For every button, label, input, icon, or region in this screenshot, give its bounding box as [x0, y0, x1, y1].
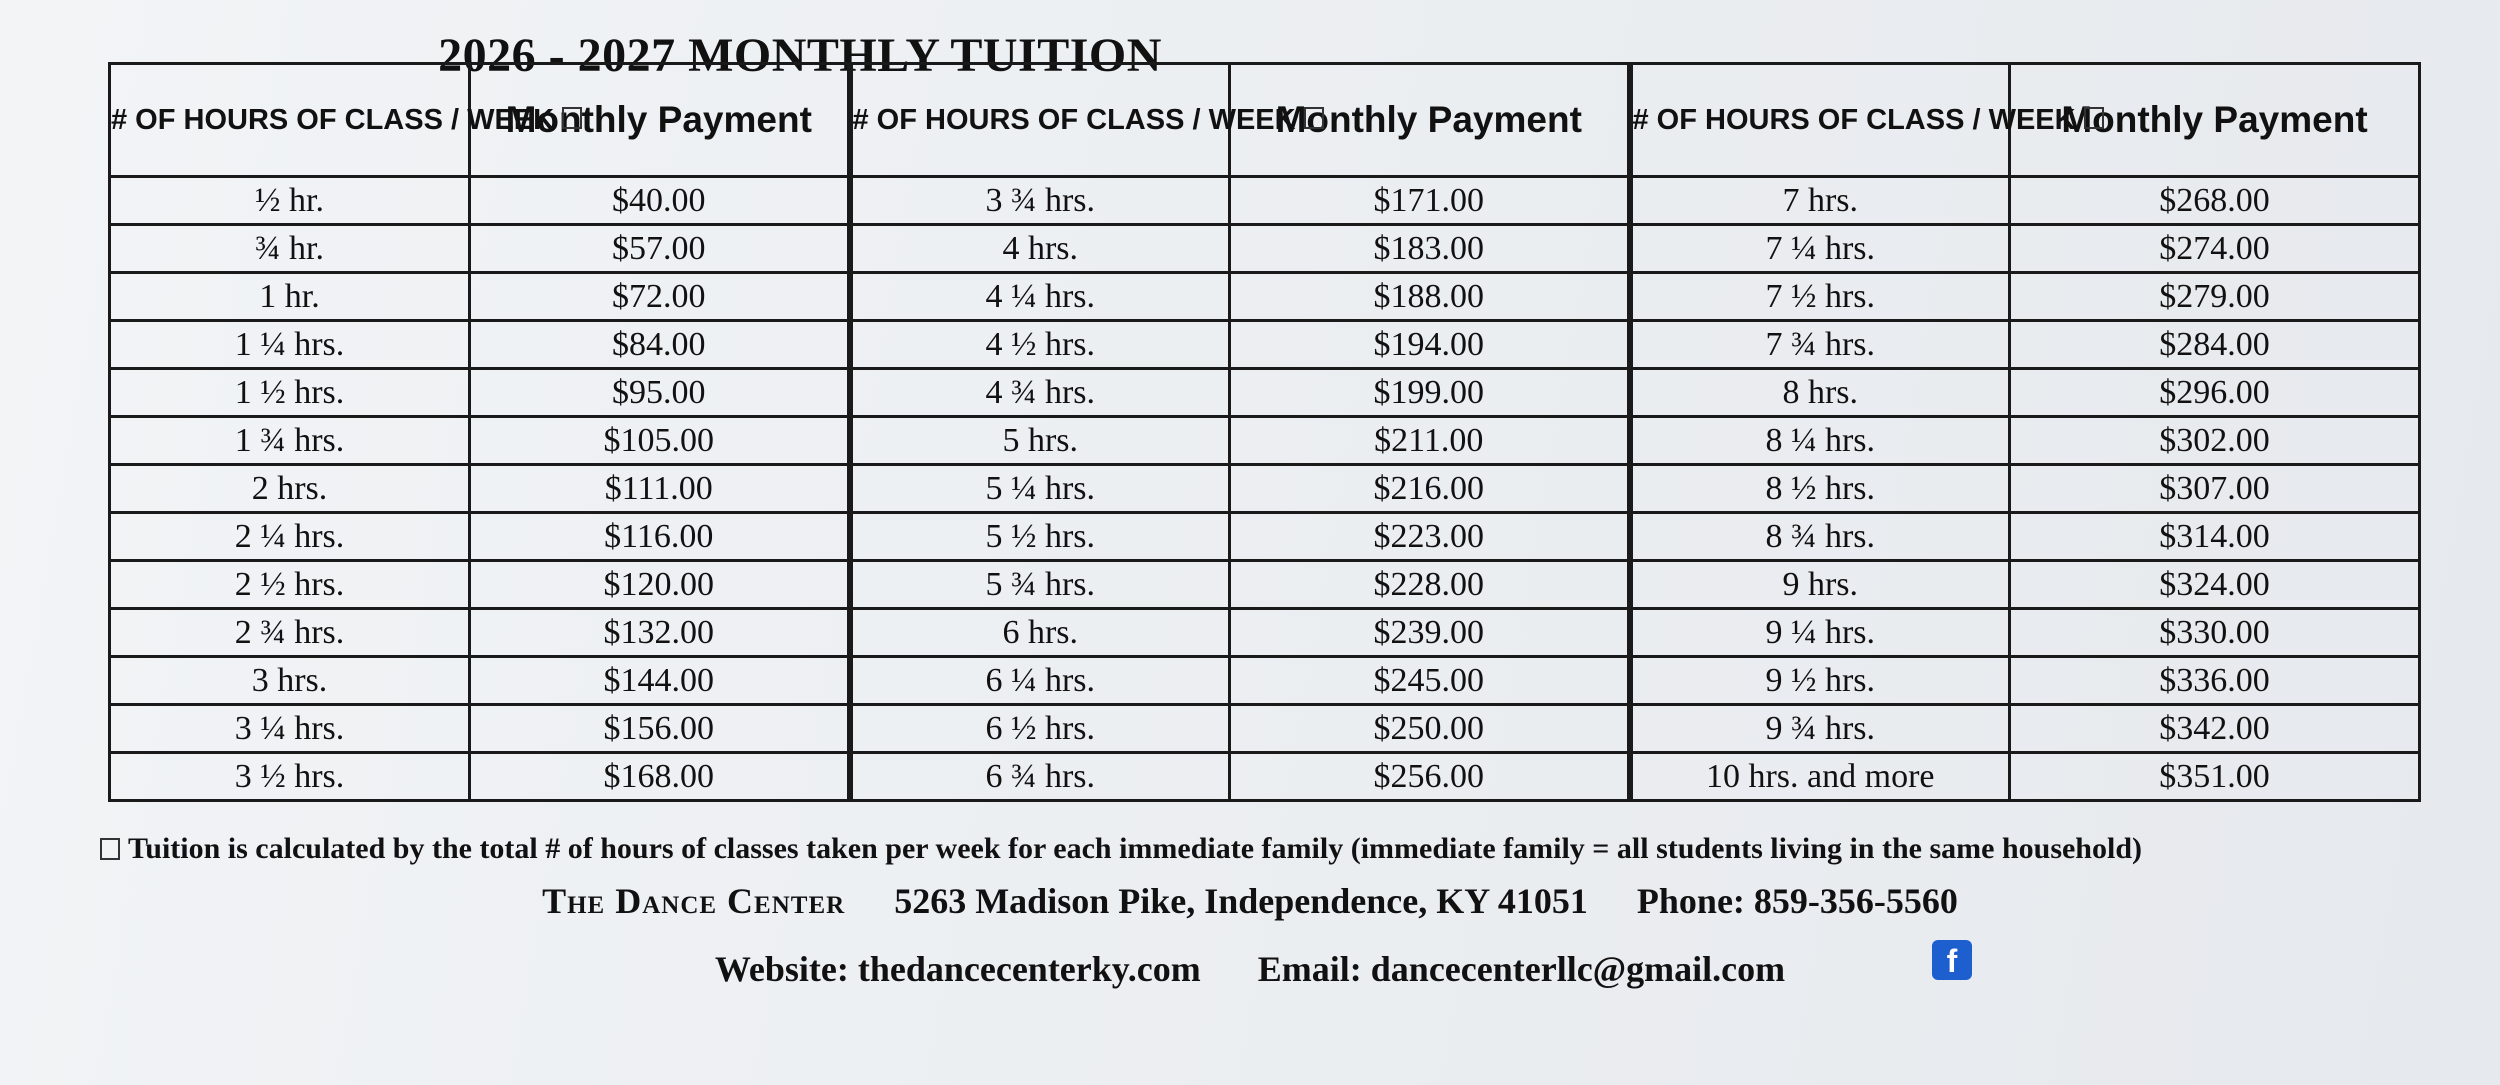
payment-cell: $211.00	[1230, 417, 1630, 465]
hours-cell: 10 hrs. and more	[1630, 753, 2010, 801]
payment-cell: $132.00	[470, 609, 850, 657]
website-link[interactable]: Website: thedancecenterky.com	[714, 949, 1201, 989]
hours-cell: 2 ½ hrs.	[110, 561, 470, 609]
hours-cell: 8 hrs.	[1630, 369, 2010, 417]
hours-cell: 3 ¾ hrs.	[850, 177, 1230, 225]
payment-cell: $57.00	[470, 225, 850, 273]
table-row	[110, 657, 2420, 705]
hours-cell: 1 ¼ hrs.	[110, 321, 470, 369]
footnote-marker-icon	[562, 107, 582, 129]
payment-cell: $183.00	[1230, 225, 1630, 273]
payment-column-header: Monthly Payment	[1230, 64, 1630, 177]
hours-cell: 5 ½ hrs.	[850, 513, 1230, 561]
table-row	[110, 513, 2420, 561]
hours-column-header: # OF HOURS OF CLASS / WEEK	[110, 64, 470, 177]
hours-cell: 1 ½ hrs.	[110, 369, 470, 417]
hours-cell: 7 hrs.	[1630, 177, 2010, 225]
table-header-row	[110, 64, 2420, 177]
payment-cell: $120.00	[470, 561, 850, 609]
table-row	[110, 417, 2420, 465]
hours-cell: 1 hr.	[110, 273, 470, 321]
payment-cell: $188.00	[1230, 273, 1630, 321]
table-row	[110, 177, 2420, 225]
table-row	[110, 561, 2420, 609]
hours-cell: 6 ¼ hrs.	[850, 657, 1230, 705]
hours-cell: 8 ¾ hrs.	[1630, 513, 2010, 561]
payment-cell: $274.00	[2010, 225, 2420, 273]
footnote-marker-icon	[100, 838, 120, 860]
payment-cell: $216.00	[1230, 465, 1630, 513]
payment-cell: $194.00	[1230, 321, 1630, 369]
payment-cell: $245.00	[1230, 657, 1630, 705]
hours-cell: 7 ¾ hrs.	[1630, 321, 2010, 369]
hours-cell: 9 ¼ hrs.	[1630, 609, 2010, 657]
hours-cell: 4 ½ hrs.	[850, 321, 1230, 369]
hours-cell: 4 hrs.	[850, 225, 1230, 273]
table-row	[110, 705, 2420, 753]
table-row	[110, 369, 2420, 417]
footnote-marker-icon	[1304, 107, 1324, 129]
hours-cell: 2 ¾ hrs.	[110, 609, 470, 657]
hours-cell: 4 ¼ hrs.	[850, 273, 1230, 321]
payment-cell: $228.00	[1230, 561, 1630, 609]
payment-cell: $144.00	[470, 657, 850, 705]
payment-cell: $95.00	[470, 369, 850, 417]
table-row	[110, 225, 2420, 273]
hours-cell: 8 ¼ hrs.	[1630, 417, 2010, 465]
business-phone: Phone: 859-356-5560	[1636, 881, 1958, 921]
payment-cell: $279.00	[2010, 273, 2420, 321]
hours-cell: ¾ hr.	[110, 225, 470, 273]
table-row	[110, 273, 2420, 321]
payment-cell: $351.00	[2010, 753, 2420, 801]
hours-cell: 3 ½ hrs.	[110, 753, 470, 801]
payment-cell: $171.00	[1230, 177, 1630, 225]
hours-column-header: # OF HOURS OF CLASS / WEEK	[1630, 64, 2010, 177]
payment-cell: $111.00	[470, 465, 850, 513]
tuition-table	[108, 62, 2421, 802]
hours-cell: 5 ¾ hrs.	[850, 561, 1230, 609]
payment-cell: $284.00	[2010, 321, 2420, 369]
hours-cell: 7 ¼ hrs.	[1630, 225, 2010, 273]
hours-cell: 6 ½ hrs.	[850, 705, 1230, 753]
payment-cell: $223.00	[1230, 513, 1630, 561]
payment-cell: $342.00	[2010, 705, 2420, 753]
hours-cell: 3 hrs.	[110, 657, 470, 705]
footnote: Tuition is calculated by the total # of hours of classes taken per week for each immediate family (immediate family = all students living in the same household)	[100, 832, 2440, 866]
payment-cell: $250.00	[1230, 705, 1630, 753]
hours-cell: 9 hrs.	[1630, 561, 2010, 609]
hours-cell: 9 ½ hrs.	[1630, 657, 2010, 705]
address-line	[0, 880, 2500, 922]
hours-cell: 5 hrs.	[850, 417, 1230, 465]
table-row	[110, 609, 2420, 657]
hours-cell: 2 hrs.	[110, 465, 470, 513]
payment-cell: $314.00	[2010, 513, 2420, 561]
hours-cell: ½ hr.	[110, 177, 470, 225]
payment-cell: $156.00	[470, 705, 850, 753]
payment-cell: $84.00	[470, 321, 850, 369]
hours-column-header: # OF HOURS OF CLASS / WEEK	[850, 64, 1230, 177]
business-address: 5263 Madison Pike, Independence, KY 41051	[894, 881, 1588, 921]
payment-cell: $239.00	[1230, 609, 1630, 657]
hours-cell: 9 ¾ hrs.	[1630, 705, 2010, 753]
page-title: 2026 - 2027 MONTHLY TUITION	[438, 29, 1162, 82]
hours-cell: 3 ¼ hrs.	[110, 705, 470, 753]
payment-cell: $296.00	[2010, 369, 2420, 417]
business-name: The Dance Center	[542, 881, 846, 921]
hours-cell: 4 ¾ hrs.	[850, 369, 1230, 417]
payment-cell: $302.00	[2010, 417, 2420, 465]
payment-column-header: Monthly Payment	[2010, 64, 2420, 177]
payment-cell: $307.00	[2010, 465, 2420, 513]
payment-cell: $199.00	[1230, 369, 1630, 417]
contact-line	[0, 948, 2500, 990]
payment-cell: $116.00	[470, 513, 850, 561]
payment-cell: $168.00	[470, 753, 850, 801]
hours-cell: 7 ½ hrs.	[1630, 273, 2010, 321]
table-row	[110, 321, 2420, 369]
tuition-table-body	[110, 177, 2420, 801]
payment-cell: $268.00	[2010, 177, 2420, 225]
hours-cell: 8 ½ hrs.	[1630, 465, 2010, 513]
hours-cell: 1 ¾ hrs.	[110, 417, 470, 465]
email-link[interactable]: Email: dancecenterllc@gmail.com	[1257, 949, 1786, 989]
payment-cell: $72.00	[470, 273, 850, 321]
payment-cell: $40.00	[470, 177, 850, 225]
hours-cell: 2 ¼ hrs.	[110, 513, 470, 561]
footnote-marker-icon	[2084, 107, 2104, 129]
hours-cell: 6 ¾ hrs.	[850, 753, 1230, 801]
payment-cell: $330.00	[2010, 609, 2420, 657]
payment-cell: $105.00	[470, 417, 850, 465]
hours-cell: 6 hrs.	[850, 609, 1230, 657]
table-row	[110, 753, 2420, 801]
payment-cell: $336.00	[2010, 657, 2420, 705]
payment-column-header: Monthly Payment	[470, 64, 850, 177]
table-row	[110, 465, 2420, 513]
facebook-icon[interactable]: f	[1932, 940, 1972, 980]
payment-cell: $256.00	[1230, 753, 1630, 801]
hours-cell: 5 ¼ hrs.	[850, 465, 1230, 513]
payment-cell: $324.00	[2010, 561, 2420, 609]
